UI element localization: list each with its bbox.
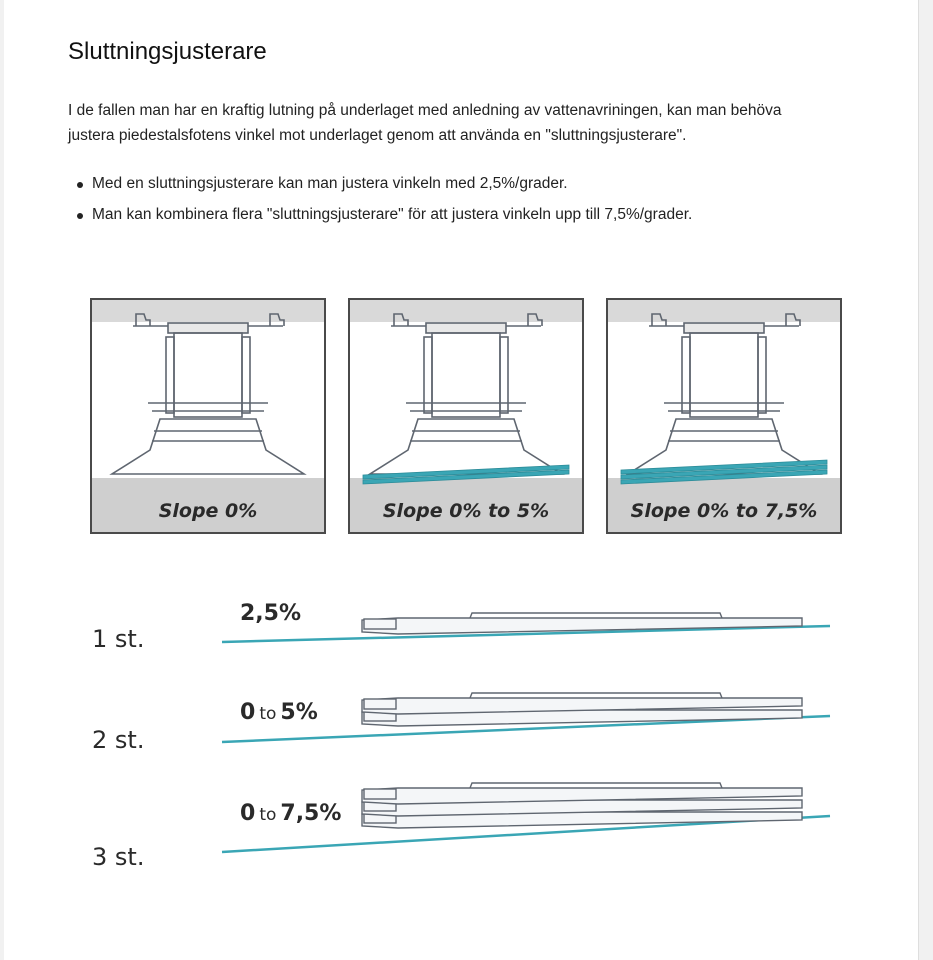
- pct-value: 2,5%: [240, 601, 302, 626]
- row-label: 1 st.: [92, 625, 145, 653]
- row-percentage: [240, 700, 318, 725]
- wedge-tab: [364, 619, 396, 629]
- pedestal-head: [684, 323, 764, 333]
- shim-row: [92, 601, 830, 653]
- pct-connector: to: [259, 805, 277, 825]
- page-title: Sluttningsjusterare: [68, 38, 267, 65]
- pedestal-head: [426, 323, 506, 333]
- pct-value: 5%: [280, 700, 318, 725]
- pedestal-panel: [91, 299, 325, 533]
- shim-rows: [92, 601, 830, 871]
- shim-row: [92, 693, 830, 754]
- intro-line-1: I de fallen man har en kraftig lutning på underlaget med anledning av vattenavriningen, kan man behöva: [68, 102, 782, 119]
- pedestal-head: [168, 323, 248, 333]
- intro-line-2: justera piedestalsfotens vinkel mot underlaget genom att använda en "sluttningsjusterare".: [68, 127, 687, 144]
- pct-value: 0: [240, 700, 256, 725]
- wedge-tab: [364, 699, 396, 709]
- wedge-ridge: [470, 693, 722, 698]
- wedge-stack: [362, 698, 802, 726]
- bullet-item: Med en sluttningsjusterare kan man justera vinkeln med 2,5%/grader.: [68, 170, 692, 201]
- wedge-ridge: [470, 783, 722, 788]
- pedestal-panel: [349, 299, 583, 533]
- panel-ceiling: [92, 300, 324, 322]
- pct-value: 7,5%: [280, 801, 342, 826]
- panel-caption: Slope 0% to 5%: [382, 500, 550, 522]
- panel-caption: Slope 0% to 7,5%: [630, 500, 818, 522]
- shim-row: [92, 783, 830, 871]
- pct-connector: to: [259, 704, 277, 724]
- row-percentage: [240, 601, 301, 626]
- pct-value: 0: [240, 801, 256, 826]
- row-label: 2 st.: [92, 726, 145, 754]
- pedestal-panels: [91, 299, 841, 533]
- pedestal-panel: [607, 299, 841, 533]
- panel-ceiling: [608, 300, 840, 322]
- wedge-stack: [362, 788, 802, 828]
- panel-ceiling: [350, 300, 582, 322]
- wedge-tab: [364, 789, 396, 799]
- row-percentage: [240, 801, 341, 826]
- wedge-ridge: [470, 613, 722, 618]
- panel-caption: Slope 0%: [158, 500, 258, 522]
- row-label: 3 st.: [92, 843, 145, 871]
- bullet-item: Man kan kombinera flera "sluttningsjusterare" för att justera vinkeln upp till 7,5%/grader.: [68, 201, 692, 232]
